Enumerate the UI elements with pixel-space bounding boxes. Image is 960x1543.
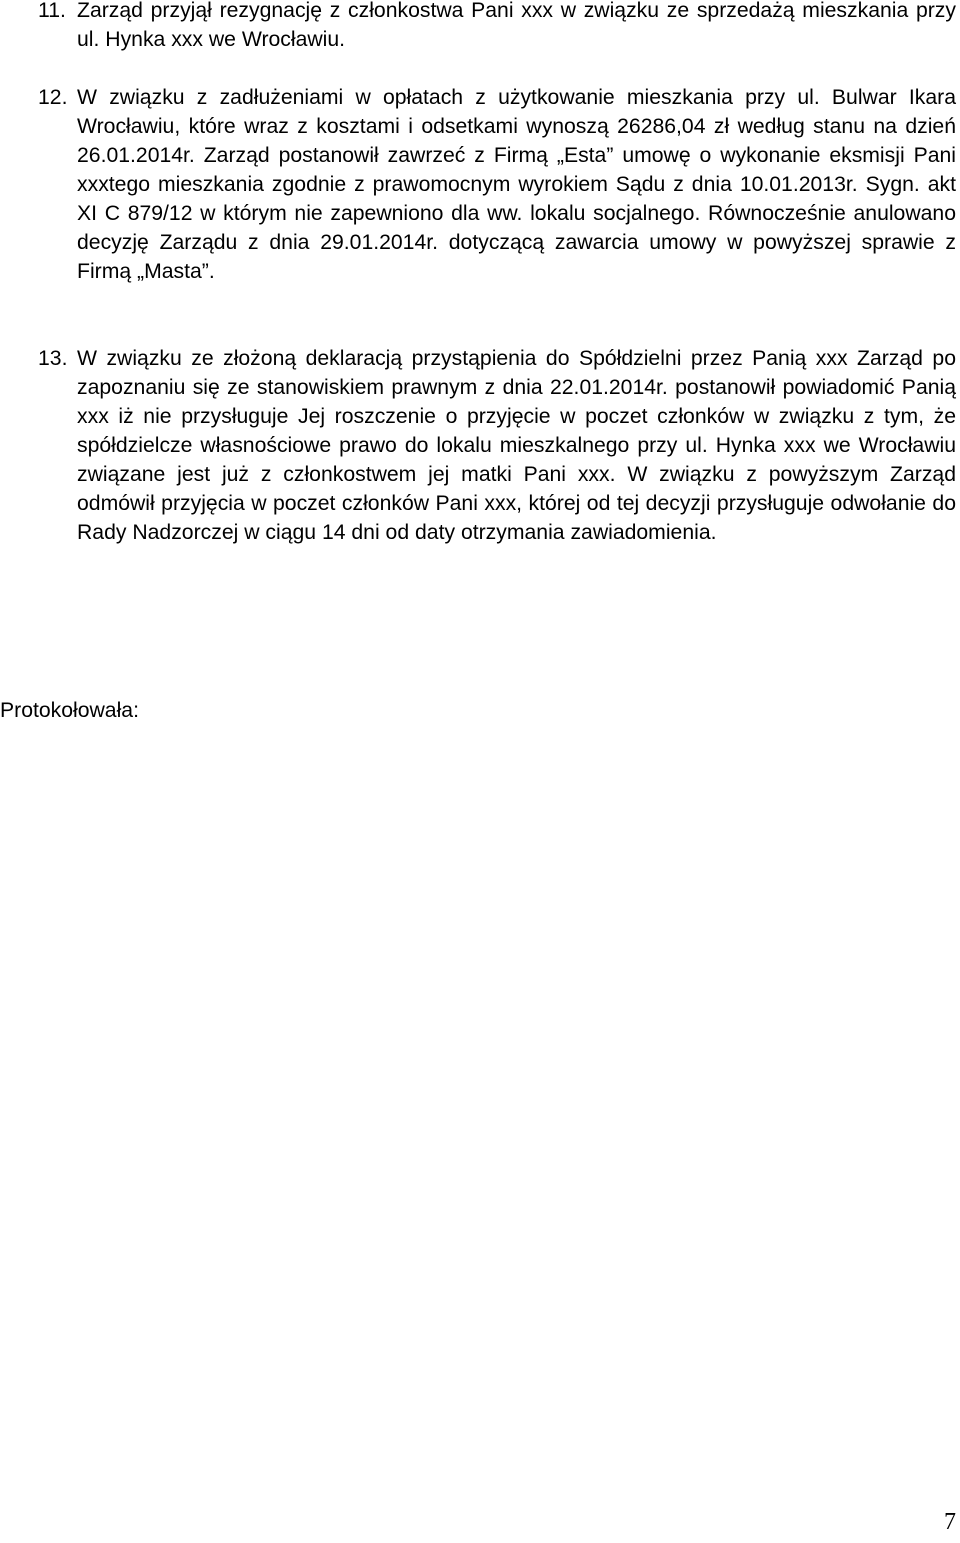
list-item-number: 11. — [38, 0, 66, 22]
list-item-text: W związku z zadłużeniami w opłatach z użytkowanie mieszkania przy ul. Bulwar Ikara Wrocławiu, które wraz z kosztami i odsetkami wynoszą 26286,04 zł według stanu na dzień 26.01.2014r. Zarząd postanowił zawrzeć z Firmą „Esta” umowę o wykonanie eksmisji Pani xxxtego mieszkania zgodnie z prawomocnym wyrokiem Sądu z dnia 10.01.2013r. Sygn. akt XI C 879/12 w którym nie zapewniono dla ww. lokalu socjalnego. Równocześnie anulowano decyzję Zarządu z dnia 29.01.2014r. dotyczącą zawarcia umowy w powyższej sprawie z Firmą „Masta”. — [77, 86, 956, 283]
list-item — [0, 344, 956, 547]
list-item-number: 13. — [38, 347, 68, 370]
list-item — [0, 0, 956, 54]
page-number: 7 — [944, 1509, 956, 1535]
list-item — [0, 83, 956, 286]
list-item-number: 12. — [38, 86, 68, 109]
signature-label: Protokołowała: — [0, 699, 139, 722]
list-item-text: W związku ze złożoną deklaracją przystąpienia do Spółdzielni przez Panią xxx Zarząd po zapoznaniu się ze stanowiskiem prawnym z dnia 22.01.2014r. postanowił powiadomić Panią xxx iż nie przysługuje Jej roszczenie o przyjęcie w poczet członków w związku z tym, że spółdzielcze własnościowe prawo do lokalu mieszkalnego przy ul. Hynka xxx we Wrocławiu związane jest już z członkostwem jej matki Pani xxx. W związku z powyższym Zarząd odmówił przyjęcia w poczet członków Pani xxx, której od tej decyzji przysługuje odwołanie do Rady Nadzorczej w ciągu 14 dni od daty otrzymania zawiadomienia. — [77, 347, 956, 544]
list-item-text: Zarząd przyjął rezygnację z członkostwa Pani xxx w związku ze sprzedażą mieszkania przy ul. Hynka xxx we Wrocławiu. — [77, 0, 956, 51]
